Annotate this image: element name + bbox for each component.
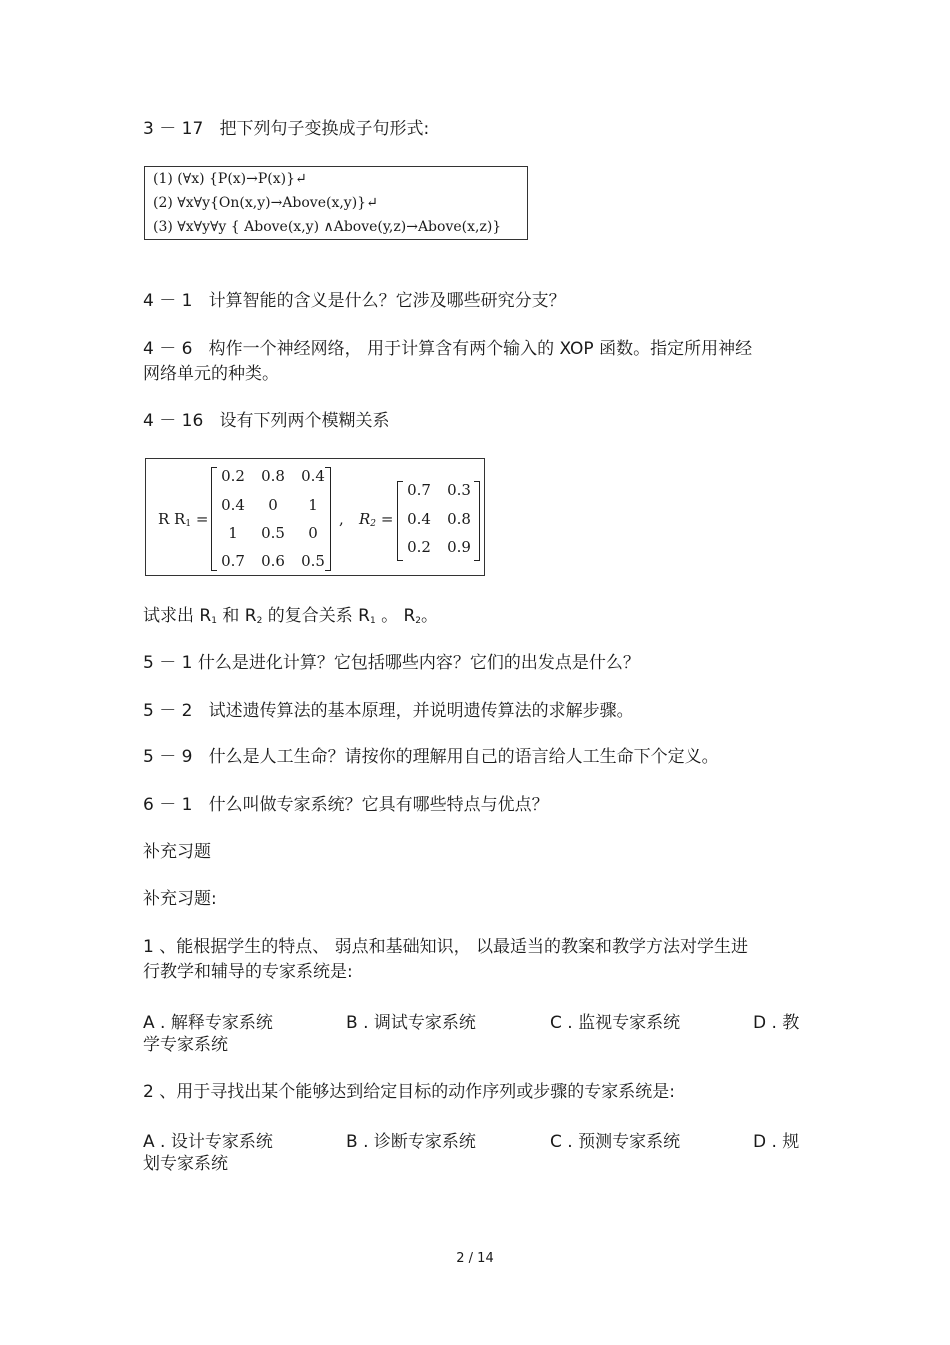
matrix-cell: 0.8: [261, 467, 285, 485]
subscript: 2: [415, 616, 422, 626]
subscript: 2: [256, 616, 263, 626]
question-number: 4 － 6: [143, 339, 193, 359]
question-4-16: [143, 409, 389, 434]
matrix-cell: 0.7: [407, 481, 431, 499]
text-segment: 。: [421, 606, 439, 626]
matrix-cell: 0.2: [221, 467, 245, 485]
option-d: D . 规: [753, 1132, 800, 1152]
formula-line: (2) ∀x∀y{On(x,y)→Above(x,y)}↵: [153, 195, 378, 211]
supp-question-2: 2 、用于寻找出某个能够达到给定目标的动作序列或步骤的专家系统是:: [143, 1082, 675, 1102]
question-text: 什么是人工生命？请按你的理解用自己的语言给人工生命下个定义。: [208, 747, 719, 767]
formula-line: (3) ∀x∀y∀y { Above(x,y) ∧Above(y,z)→Above(x,z)}: [153, 219, 502, 235]
option-d: D . 教: [753, 1013, 800, 1033]
matrix-cell: 0: [268, 496, 278, 514]
supplement-heading-2: 补充习题:: [143, 889, 217, 909]
question-6-1: [143, 793, 549, 818]
option-d-cont: 划专家系统: [143, 1154, 228, 1174]
matrix-cell: 0.5: [261, 524, 285, 542]
equals-sign: =: [380, 510, 394, 528]
label-text: R R: [158, 510, 186, 528]
composite-question: [143, 604, 438, 634]
matrix-cell: 0: [308, 524, 318, 542]
question-text: 设有下列两个模糊关系: [219, 411, 390, 431]
option-a: A . 设计专家系统: [143, 1132, 273, 1152]
page-number: 2 / 14: [456, 1251, 494, 1266]
question-text: 构作一个神经网络， 用于计算含有两个输入的 XOP 函数。指定所用神经: [208, 339, 753, 359]
matrix-cell: 0.9: [447, 538, 471, 556]
question-number: 5 － 9: [143, 747, 193, 767]
matrix-cell: 0.4: [221, 496, 245, 514]
question-text: 什么叫做专家系统？它具有哪些特点与优点？: [208, 795, 549, 815]
separator: ,: [339, 510, 344, 528]
question-5-1: [143, 651, 640, 676]
question-text: 什么是进化计算？它包括哪些内容？它们的出发点是什么？: [197, 653, 640, 673]
supplement-heading: 补充习题: [143, 842, 211, 862]
question-text: 计算智能的含义是什么？它涉及哪些研究分支？: [208, 291, 566, 311]
subscript: 1: [211, 616, 217, 626]
r2-label: [359, 510, 393, 529]
subscript: 2: [370, 519, 377, 529]
question-4-1: [143, 289, 566, 314]
option-a: A . 解释专家系统: [143, 1013, 273, 1033]
question-4-6-cont: 网络单元的种类。: [143, 364, 279, 384]
question-number: 4 － 16: [143, 411, 204, 431]
question-5-9: [143, 745, 719, 770]
question-number: 6 － 1: [143, 795, 193, 815]
formula-line: (1) (∀x) {P(x)→P(x)}↵: [153, 171, 307, 187]
question-text: 把下列句子变换成子句形式:: [219, 119, 430, 139]
formula-box: [144, 166, 528, 240]
matrix-cell: 0.2: [407, 538, 431, 556]
matrix-cell: 1: [308, 496, 318, 514]
matrix-box: [145, 458, 485, 576]
text-segment: 。 R: [375, 606, 416, 626]
question-4-6: [143, 337, 752, 362]
option-b: B . 诊断专家系统: [346, 1132, 476, 1152]
text-segment: 和 R: [216, 606, 257, 626]
matrix-cell: 0.8: [447, 510, 471, 528]
r1-label: [158, 510, 208, 529]
supp-question-1-cont: 行教学和辅导的专家系统是:: [143, 962, 353, 982]
matrix-cell: 0.6: [261, 552, 285, 570]
matrix-cell: 0.7: [221, 552, 245, 570]
option-c: C . 监视专家系统: [550, 1013, 681, 1033]
option-d-cont: 学专家系统: [143, 1035, 228, 1055]
matrix-cell: 0.4: [407, 510, 431, 528]
option-c: C . 预测专家系统: [550, 1132, 681, 1152]
option-b: B . 调试专家系统: [346, 1013, 476, 1033]
subscript: 1: [369, 616, 376, 626]
question-number: 5 － 2: [143, 701, 193, 721]
text-segment: 试求出 R: [143, 606, 212, 626]
supp-question-1: 1 、能根据学生的特点、 弱点和基础知识， 以最适当的教案和教学方法对学生进: [143, 937, 749, 957]
matrix-cell: 0.3: [447, 481, 471, 499]
question-number: 3 － 17: [143, 119, 204, 139]
question-text: 试述遗传算法的基本原理，并说明遗传算法的求解步骤。: [208, 701, 634, 721]
label-text: R: [359, 510, 371, 528]
matrix-cell: 1: [228, 524, 238, 542]
question-5-2: [143, 699, 634, 724]
question-number: 5 － 1: [143, 653, 193, 673]
subscript: 1: [185, 519, 192, 529]
equals-sign: =: [195, 510, 209, 528]
matrix-cell: 0.4: [301, 467, 325, 485]
matrix-cell: 0.5: [301, 552, 325, 570]
question-3-17: [143, 117, 429, 142]
question-number: 4 － 1: [143, 291, 193, 311]
text-segment: 的复合关系 R: [262, 606, 370, 626]
